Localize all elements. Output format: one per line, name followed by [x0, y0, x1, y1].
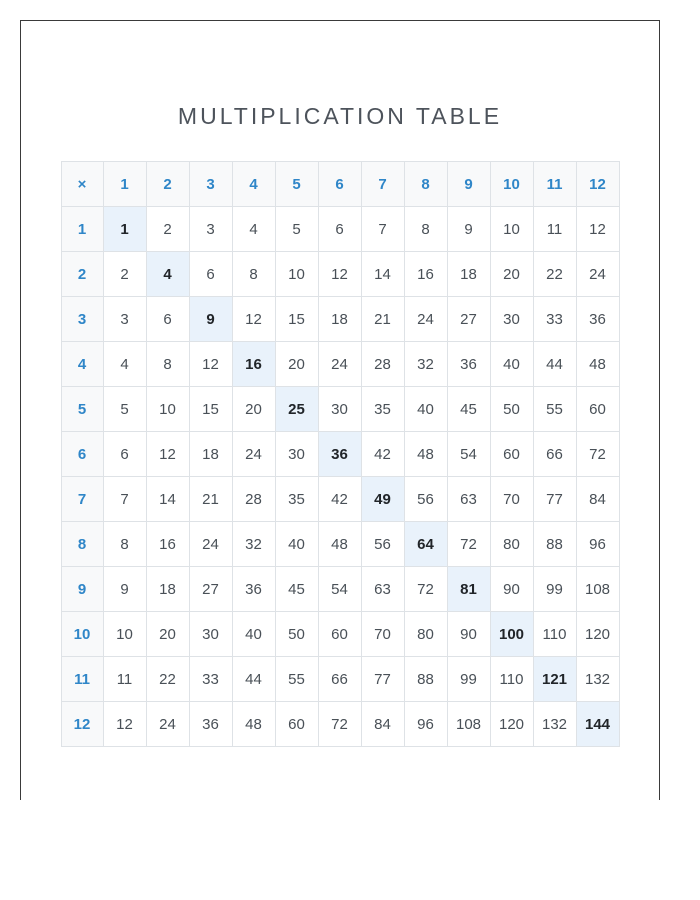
product-cell: 2 [103, 252, 146, 297]
product-cell: 4 [232, 207, 275, 252]
product-cell: 72 [404, 567, 447, 612]
product-cell: 15 [275, 297, 318, 342]
product-cell: 4 [103, 342, 146, 387]
worksheet-page [20, 20, 660, 800]
product-cell: 12 [576, 207, 619, 252]
table-row [61, 342, 619, 387]
product-cell: 60 [576, 387, 619, 432]
product-cell: 33 [533, 297, 576, 342]
product-cell: 18 [189, 432, 232, 477]
product-cell: 132 [576, 657, 619, 702]
product-cell: 33 [189, 657, 232, 702]
product-cell: 72 [318, 702, 361, 747]
column-header-5: 5 [275, 162, 318, 207]
product-cell: 10 [275, 252, 318, 297]
product-cell: 88 [533, 522, 576, 567]
product-cell: 60 [275, 702, 318, 747]
product-cell: 108 [447, 702, 490, 747]
product-cell: 20 [275, 342, 318, 387]
product-cell: 22 [533, 252, 576, 297]
product-cell: 20 [232, 387, 275, 432]
product-cell: 21 [361, 297, 404, 342]
product-cell: 90 [447, 612, 490, 657]
product-cell: 10 [490, 207, 533, 252]
product-cell: 24 [146, 702, 189, 747]
row-header-11: 11 [61, 657, 103, 702]
product-cell: 77 [361, 657, 404, 702]
product-cell: 8 [103, 522, 146, 567]
product-cell: 100 [490, 612, 533, 657]
product-cell: 24 [189, 522, 232, 567]
product-cell: 12 [318, 252, 361, 297]
product-cell: 30 [490, 297, 533, 342]
product-cell: 5 [103, 387, 146, 432]
product-cell: 27 [189, 567, 232, 612]
product-cell: 40 [232, 612, 275, 657]
product-cell: 14 [361, 252, 404, 297]
product-cell: 12 [232, 297, 275, 342]
product-cell: 45 [275, 567, 318, 612]
table-row [61, 297, 619, 342]
product-cell: 9 [103, 567, 146, 612]
column-header-2: 2 [146, 162, 189, 207]
product-cell: 42 [361, 432, 404, 477]
product-cell: 18 [146, 567, 189, 612]
product-cell: 110 [533, 612, 576, 657]
product-cell: 63 [361, 567, 404, 612]
product-cell: 66 [318, 657, 361, 702]
row-header-2: 2 [61, 252, 103, 297]
product-cell: 50 [275, 612, 318, 657]
column-header-12: 12 [576, 162, 619, 207]
product-cell: 16 [232, 342, 275, 387]
product-cell: 25 [275, 387, 318, 432]
product-cell: 16 [146, 522, 189, 567]
table-row [61, 432, 619, 477]
product-cell: 3 [103, 297, 146, 342]
row-header-8: 8 [61, 522, 103, 567]
product-cell: 50 [490, 387, 533, 432]
table-row [61, 702, 619, 747]
product-cell: 144 [576, 702, 619, 747]
product-cell: 36 [447, 342, 490, 387]
column-header-6: 6 [318, 162, 361, 207]
product-cell: 42 [318, 477, 361, 522]
product-cell: 6 [103, 432, 146, 477]
product-cell: 72 [447, 522, 490, 567]
product-cell: 77 [533, 477, 576, 522]
product-cell: 56 [404, 477, 447, 522]
product-cell: 20 [146, 612, 189, 657]
column-header-4: 4 [232, 162, 275, 207]
product-cell: 44 [533, 342, 576, 387]
table-row [61, 252, 619, 297]
product-cell: 70 [490, 477, 533, 522]
column-header-11: 11 [533, 162, 576, 207]
product-cell: 72 [576, 432, 619, 477]
table-row [61, 567, 619, 612]
product-cell: 32 [404, 342, 447, 387]
product-cell: 3 [189, 207, 232, 252]
row-header-12: 12 [61, 702, 103, 747]
product-cell: 54 [318, 567, 361, 612]
product-cell: 27 [447, 297, 490, 342]
product-cell: 24 [404, 297, 447, 342]
row-header-5: 5 [61, 387, 103, 432]
product-cell: 28 [232, 477, 275, 522]
product-cell: 99 [447, 657, 490, 702]
product-cell: 54 [447, 432, 490, 477]
product-cell: 81 [447, 567, 490, 612]
product-cell: 44 [232, 657, 275, 702]
product-cell: 6 [189, 252, 232, 297]
product-cell: 132 [533, 702, 576, 747]
product-cell: 30 [189, 612, 232, 657]
product-cell: 88 [404, 657, 447, 702]
product-cell: 28 [361, 342, 404, 387]
product-cell: 64 [404, 522, 447, 567]
product-cell: 60 [490, 432, 533, 477]
product-cell: 6 [318, 207, 361, 252]
product-cell: 12 [189, 342, 232, 387]
product-cell: 36 [576, 297, 619, 342]
product-cell: 24 [318, 342, 361, 387]
product-cell: 12 [103, 702, 146, 747]
table-row [61, 612, 619, 657]
product-cell: 55 [275, 657, 318, 702]
product-cell: 80 [490, 522, 533, 567]
table-row [61, 207, 619, 252]
product-cell: 48 [404, 432, 447, 477]
product-cell: 80 [404, 612, 447, 657]
table-row [61, 657, 619, 702]
product-cell: 5 [275, 207, 318, 252]
operator-cell: × [61, 162, 103, 207]
table-row [61, 477, 619, 522]
product-cell: 18 [447, 252, 490, 297]
product-cell: 96 [404, 702, 447, 747]
row-header-6: 6 [61, 432, 103, 477]
product-cell: 84 [576, 477, 619, 522]
product-cell: 24 [576, 252, 619, 297]
product-cell: 70 [361, 612, 404, 657]
product-cell: 66 [533, 432, 576, 477]
product-cell: 8 [232, 252, 275, 297]
product-cell: 14 [146, 477, 189, 522]
product-cell: 36 [189, 702, 232, 747]
product-cell: 24 [232, 432, 275, 477]
product-cell: 9 [447, 207, 490, 252]
product-cell: 110 [490, 657, 533, 702]
product-cell: 30 [275, 432, 318, 477]
product-cell: 16 [404, 252, 447, 297]
product-cell: 121 [533, 657, 576, 702]
product-cell: 48 [232, 702, 275, 747]
product-cell: 56 [361, 522, 404, 567]
product-cell: 90 [490, 567, 533, 612]
product-cell: 8 [404, 207, 447, 252]
product-cell: 120 [490, 702, 533, 747]
product-cell: 120 [576, 612, 619, 657]
product-cell: 21 [189, 477, 232, 522]
product-cell: 4 [146, 252, 189, 297]
column-header-8: 8 [404, 162, 447, 207]
table-row [61, 522, 619, 567]
table-row [61, 387, 619, 432]
product-cell: 15 [189, 387, 232, 432]
row-header-4: 4 [61, 342, 103, 387]
product-cell: 18 [318, 297, 361, 342]
product-cell: 45 [447, 387, 490, 432]
product-cell: 7 [103, 477, 146, 522]
row-header-10: 10 [61, 612, 103, 657]
column-header-1: 1 [103, 162, 146, 207]
product-cell: 10 [103, 612, 146, 657]
column-header-3: 3 [189, 162, 232, 207]
product-cell: 60 [318, 612, 361, 657]
product-cell: 7 [361, 207, 404, 252]
product-cell: 36 [232, 567, 275, 612]
product-cell: 20 [490, 252, 533, 297]
product-cell: 35 [275, 477, 318, 522]
product-cell: 11 [103, 657, 146, 702]
column-header-9: 9 [447, 162, 490, 207]
multiplication-table [61, 161, 620, 747]
product-cell: 99 [533, 567, 576, 612]
product-cell: 36 [318, 432, 361, 477]
row-header-7: 7 [61, 477, 103, 522]
product-cell: 55 [533, 387, 576, 432]
product-cell: 63 [447, 477, 490, 522]
column-header-10: 10 [490, 162, 533, 207]
product-cell: 22 [146, 657, 189, 702]
product-cell: 32 [232, 522, 275, 567]
row-header-9: 9 [61, 567, 103, 612]
row-header-3: 3 [61, 297, 103, 342]
product-cell: 49 [361, 477, 404, 522]
product-cell: 6 [146, 297, 189, 342]
column-header-7: 7 [361, 162, 404, 207]
product-cell: 48 [318, 522, 361, 567]
row-header-1: 1 [61, 207, 103, 252]
product-cell: 11 [533, 207, 576, 252]
product-cell: 96 [576, 522, 619, 567]
product-cell: 30 [318, 387, 361, 432]
product-cell: 108 [576, 567, 619, 612]
product-cell: 10 [146, 387, 189, 432]
product-cell: 1 [103, 207, 146, 252]
product-cell: 9 [189, 297, 232, 342]
product-cell: 48 [576, 342, 619, 387]
product-cell: 12 [146, 432, 189, 477]
page-title: MULTIPLICATION TABLE [177, 103, 503, 129]
product-cell: 40 [404, 387, 447, 432]
product-cell: 2 [146, 207, 189, 252]
product-cell: 8 [146, 342, 189, 387]
table-header-row [61, 162, 619, 207]
product-cell: 40 [490, 342, 533, 387]
product-cell: 35 [361, 387, 404, 432]
product-cell: 84 [361, 702, 404, 747]
product-cell: 40 [275, 522, 318, 567]
